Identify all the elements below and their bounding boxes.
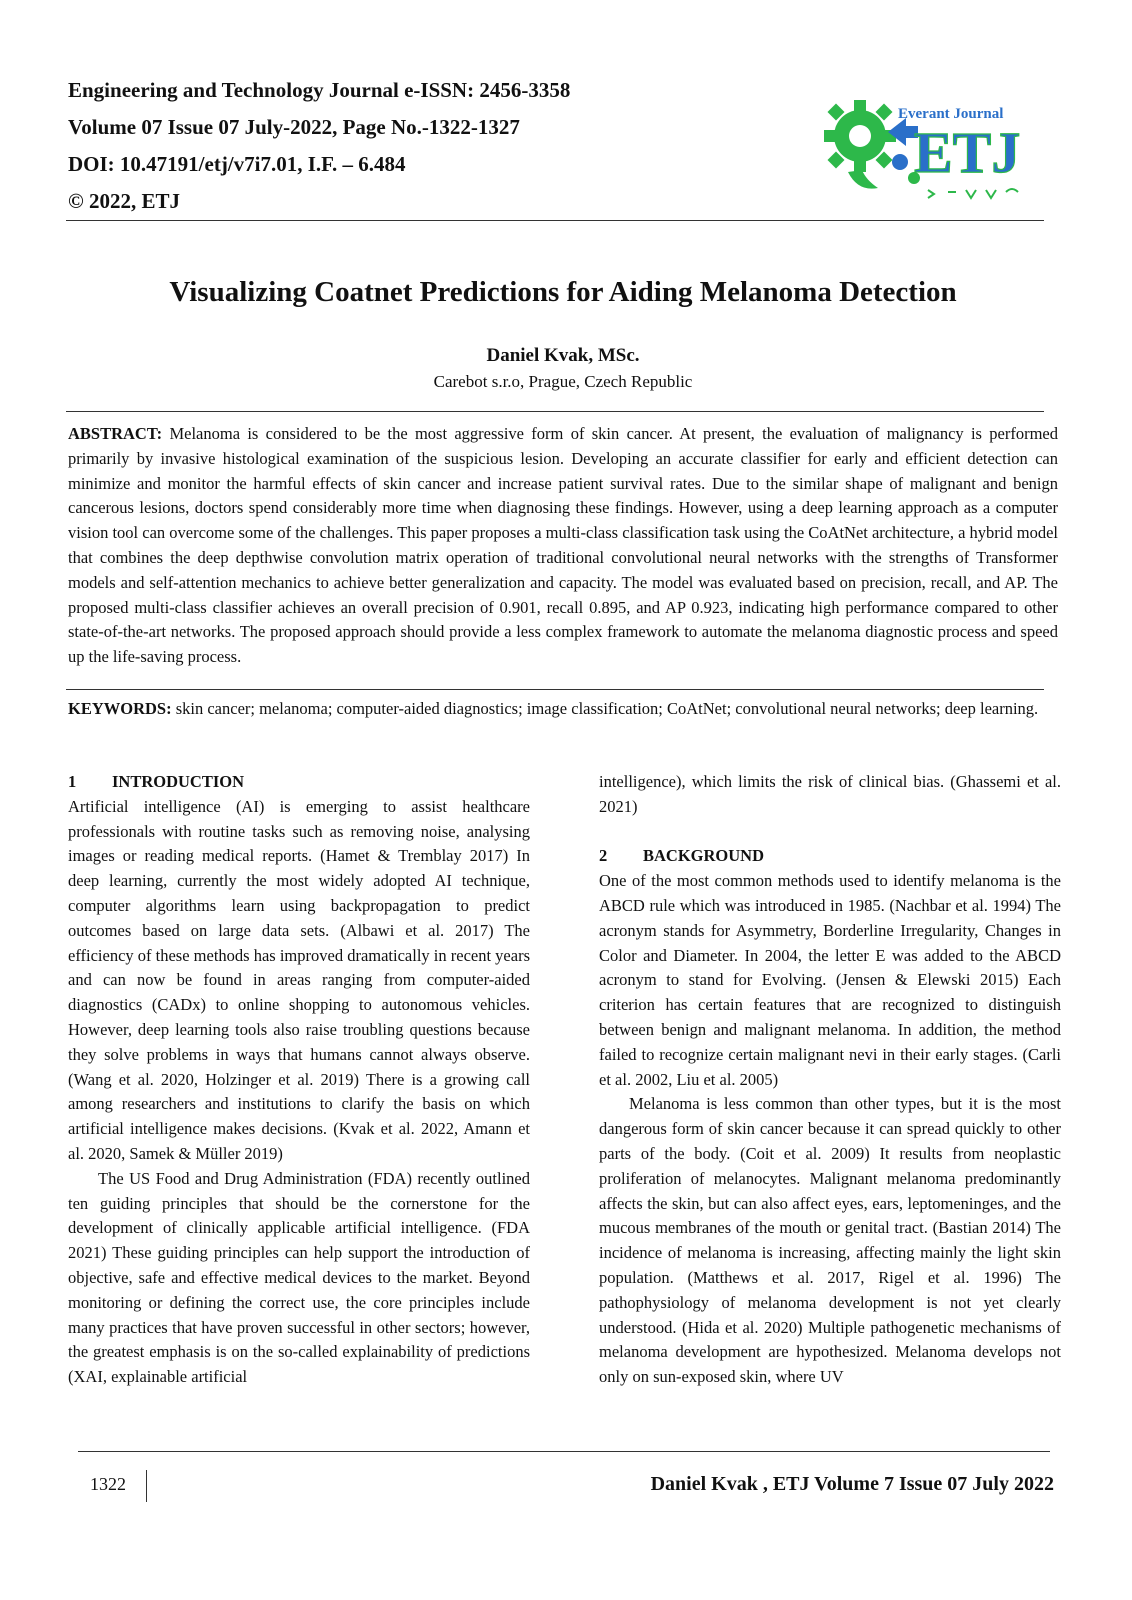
keywords-text: skin cancer; melanoma; computer-aided diagnostics; image classification; CoAtNet; convolutional neural networks; deep learning. <box>175 699 1039 718</box>
journal-doi: DOI: 10.47191/etj/v7i7.01, I.F. – 6.484 <box>68 152 406 176</box>
abstract <box>68 422 1058 670</box>
keywords <box>68 697 1058 722</box>
abstract-top-rule <box>66 411 1044 412</box>
footer-rule <box>78 1451 1050 1452</box>
section-number: 2 <box>599 846 608 866</box>
paragraph: One of the most common methods used to identify melanoma is the ABCD rule which was introduced in 1985. (Nachbar et al. 1994) The acronym stands for Asymmetry, Borderline Irregularity, Changes in Color and Diameter. In 2004, the letter E was added to the ABCD acronym to stand for Evolving. (Jensen & Elewski 2015) Each criterion has certain features that are recognized to distinguish between benign and malignant melanoma. In addition, the method failed to recognize certain malignant nevi in their early stages. (Carli et al. 2002, Liu et al. 2005) <box>599 871 1061 1089</box>
spacer <box>599 820 1061 845</box>
journal-header <box>68 76 788 224</box>
etj-logo <box>818 92 1048 202</box>
section-title: BACKGROUND <box>643 846 765 866</box>
logo-decoration <box>928 189 1018 198</box>
journal-volume-pages: Volume 07 Issue 07 July-2022, Page No.-1322-1327 <box>68 115 520 139</box>
page-number: 1322 <box>90 1474 126 1494</box>
logo-main-text: ETJ <box>914 120 1021 185</box>
header-divider <box>66 220 1044 221</box>
section-title: INTRODUCTION <box>112 772 245 791</box>
left-column <box>68 770 530 1390</box>
footer-separator <box>146 1470 147 1502</box>
keywords-rule <box>66 689 1044 690</box>
journal-name-issn: Engineering and Technology Journal e-ISSN: 2456-3358 <box>68 78 571 102</box>
section-number: 1 <box>68 772 77 791</box>
paragraph: Melanoma is less common than other types, but it is the most dangerous form of skin cancer because it can spread quickly to other parts of the body. (Coit et al. 2009) It results from neoplastic proliferation of melanocytes. Malignant melanoma predominantly affects the skin, but can also affect eyes, ears, leptomeninges, and the mucous membranes of the mouth or genital tract. (Bastian 2014) The incidence of melanoma is increasing, affecting mainly the light skin population. (Matthews et al. 2017, Rigel et al. 1996) The pathophysiology of melanoma development is not yet clearly understood. (Hida et al. 2020) Multiple pathogenetic mechanisms of melanoma development are hypothesized. Melanoma develops not only on sun-exposed skin, where UV <box>599 1094 1061 1387</box>
author-affiliation: Carebot s.r.o, Prague, Czech Republic <box>433 372 693 391</box>
section-heading-background <box>599 844 1061 869</box>
abstract-text: Melanoma is considered to be the most aggressive form of skin cancer. At present, the evaluation of malignancy is performed primarily by invasive histological examination of the suspicious lesion. Developing an accurate classifier for early and efficient detection can minimize and monitor the harmful effects of skin cancer and increase patient survival rates. Due to the similar shape of malignant and benign cancerous lesions, doctors spend considerably more time when diagnosing these findings. However, using a deep learning approach as a computer vision tool can overcome some of the challenges. This paper proposes a multi-class classification task using the CoAtNet architecture, a hybrid model that combines the deep depthwise convolution matrix operation of traditional convolutional neural networks with the strengths of Transformer models and self-attention mechanics to achieve better generalization and capacity. The model was evaluated based on precision, recall, and AP. The proposed multi-class classifier achieves an overall precision of 0.901, recall 0.895, and AP 0.923, indicating high performance compared to other state-of-the-art networks. The proposed approach should provide a less complex framework to automate the melanoma diagnostic process and speed up the life-saving process. <box>68 424 1059 667</box>
paragraph: Artificial intelligence (AI) is emerging to assist healthcare professionals with routine tasks such as removing noise, analysing images or reading medical reports. (Hamet & Tremblay 2017) In deep learning, currently the most widely adopted AI technique, computer algorithms learn using backpropagation to predict outcomes based on large data sets. (Albawi et al. 2017) The efficiency of these methods has improved dramatically in recent years and can now be found in areas ranging from computer-aided diagnostics (CADx) to online shopping to autonomous vehicles. However, deep learning tools also raise troubling questions because they solve problems in ways that humans cannot always observe. (Wang et al. 2020, Holzinger et al. 2019) There is a growing call among researchers and institutions to clarify the basis on which artificial intelligence makes decisions. (Kvak et al. 2022, Amann et al. 2020, Samek & Müller 2019) <box>68 796 530 1163</box>
paragraph: The US Food and Drug Administration (FDA) recently outlined ten guiding principles that should be the cornerstone for the development of clinically applicable artificial intelligence. (FDA 2021) These guiding principles can help support the introduction of objective, safe and effective medical devices to the market. Beyond monitoring or defining the correct use, the core principles include many practices that have proven successful in other sectors; however, the greatest emphasis is on the so-called explainability of predictions (XAI, explainable artificial <box>68 1168 530 1387</box>
section-heading-introduction <box>68 770 530 795</box>
right-column <box>599 770 1061 1390</box>
author-name: Daniel Kvak, MSc. <box>486 345 640 366</box>
gear-icon <box>824 100 896 189</box>
paper-title: Visualizing Coatnet Predictions for Aiding Melanoma Detection <box>169 276 957 308</box>
paragraph: intelligence), which limits the risk of clinical bias. (Ghassemi et al. 2021) <box>599 772 1061 816</box>
abstract-label: ABSTRACT: <box>68 424 163 443</box>
logo-top-text: Everant Journal <box>898 106 1004 122</box>
running-footer: Daniel Kvak , ETJ Volume 7 Issue 07 July 2022 <box>650 1473 1054 1495</box>
keywords-label: KEYWORDS: <box>68 699 172 718</box>
journal-copyright: © 2022, ETJ <box>68 189 180 213</box>
